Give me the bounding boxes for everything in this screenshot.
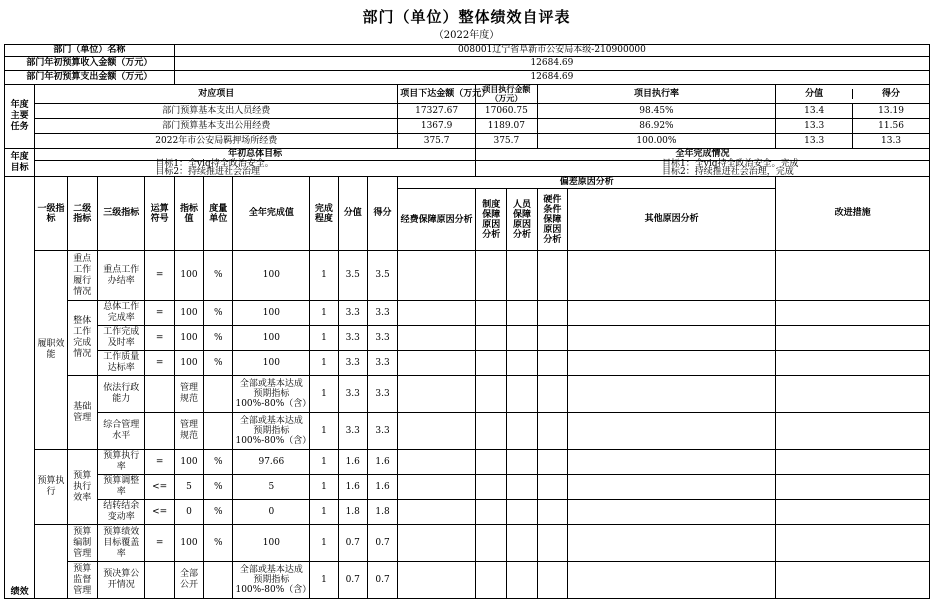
target-cell: 5	[174, 475, 203, 500]
final-status-header: 全年完成情况	[476, 149, 930, 161]
task-item: 部门预算基本支出公用经费	[35, 119, 398, 134]
score-cell: 3.3	[338, 326, 367, 351]
degree-cell: 1	[310, 500, 338, 525]
unit-cell: %	[204, 500, 233, 525]
actual-cell: 100	[233, 301, 310, 326]
degree-header: 完成程度	[310, 177, 338, 251]
op-cell: <=	[145, 500, 174, 525]
unit-cell: %	[204, 351, 233, 376]
got-cell: 3.3	[367, 351, 397, 376]
actual-cell: 全部或基本达成预期指标100%-80%（含）	[233, 376, 310, 413]
goals-text-row	[5, 161, 930, 177]
unit-cell	[204, 376, 233, 413]
unit-header: 度量单位	[204, 177, 233, 251]
unit-cell	[204, 413, 233, 450]
got-cell: 3.5	[367, 251, 397, 301]
task-amount: 1367.9	[398, 119, 476, 134]
score-cell: 3.3	[338, 413, 367, 450]
op-cell: =	[145, 525, 174, 562]
initial-goal-line: 目标1：全viq持全政治安全。	[155, 159, 274, 169]
got-cell: 0.7	[367, 525, 397, 562]
l3-cell: 结转结余变动率	[97, 500, 145, 525]
degree-cell: 1	[310, 562, 338, 599]
task-amount: 17327.67	[398, 104, 476, 119]
degree-cell: 1	[310, 326, 338, 351]
unit-cell: %	[204, 301, 233, 326]
indicator-header-row	[5, 177, 930, 189]
degree-cell: 1	[310, 525, 338, 562]
actual-cell: 全部或基本达成预期指标100%-80%（含）	[233, 413, 310, 450]
unit-cell: %	[204, 450, 233, 475]
staff-header: 人员保障原因分析	[507, 189, 537, 251]
final-goal-line: 目标2：持续推进社会治理，完成	[662, 167, 794, 177]
indicator-row	[5, 500, 930, 525]
degree-cell: 1	[310, 251, 338, 301]
op-cell: <=	[145, 475, 174, 500]
indicator-row	[5, 251, 930, 301]
score-cell: 0.7	[338, 525, 367, 562]
indicator-row	[5, 450, 930, 475]
final-goal-line: 目标1：全viq持全政治安全。完成	[662, 159, 799, 169]
op-header: 运算符号	[145, 177, 174, 251]
task-executed: 1189.07	[476, 119, 538, 134]
actual-cell: 100	[233, 251, 310, 301]
actual-header: 全年完成值	[233, 177, 310, 251]
target-cell: 0	[174, 500, 203, 525]
indicator-row	[5, 562, 930, 599]
improve-header: 改进措施	[776, 177, 930, 251]
other-header: 其他原因分析	[567, 189, 775, 251]
task-score: 13.3	[776, 134, 853, 148]
target-cell: 100	[174, 301, 203, 326]
actual-cell: 5	[233, 475, 310, 500]
op-cell: =	[145, 351, 174, 376]
got-header: 得分	[367, 177, 397, 251]
degree-cell: 1	[310, 351, 338, 376]
op-cell	[145, 376, 174, 413]
indicator-row	[5, 301, 930, 326]
funding-header: 经费保障原因分析	[398, 189, 476, 251]
task-score: 13.4	[776, 104, 853, 118]
score-cell: 0.7	[338, 562, 367, 599]
page-subtitle: （2022年度）	[433, 30, 500, 41]
got-cell: 3.3	[367, 413, 397, 450]
indicator-row	[5, 351, 930, 376]
actual-cell: 100	[233, 525, 310, 562]
expense-label: 部门年初预算支出金额（万元）	[5, 71, 175, 85]
tasks-amount-header: 项目下达金额（万元）	[398, 85, 476, 104]
target-cell: 管理规范	[174, 413, 203, 450]
system-header: 制度保障原因分析	[476, 189, 507, 251]
unit-cell: %	[204, 475, 233, 500]
dept-name-label: 部门（单位）名称	[5, 45, 175, 57]
indicator-row	[5, 475, 930, 500]
task-executed: 375.7	[476, 134, 538, 149]
degree-cell: 1	[310, 450, 338, 475]
expense-row	[5, 71, 930, 85]
l2-cell: 基础管理	[67, 376, 97, 450]
task-score: 13.3	[776, 119, 853, 133]
l1-cell: 履职效能	[35, 251, 67, 450]
unit-cell: %	[204, 525, 233, 562]
goals-section-label: 年度目标	[5, 149, 35, 177]
score-cell: 3.3	[338, 351, 367, 376]
l3-cell: 综合管理水平	[97, 413, 145, 450]
dept-name-value: 008001辽宁省阜新市公安局本级-210900000	[174, 45, 929, 57]
op-cell: =	[145, 251, 174, 301]
l3-cell: 依法行政能力	[97, 376, 145, 413]
task-amount: 375.7	[398, 134, 476, 149]
actual-cell: 100	[233, 351, 310, 376]
l3-cell: 预决算公开情况	[97, 562, 145, 599]
task-executed: 17060.75	[476, 104, 538, 119]
l3-cell: 重点工作办结率	[97, 251, 145, 301]
score-cell: 1.6	[338, 450, 367, 475]
task-got: 11.56	[878, 121, 904, 131]
task-row	[5, 134, 930, 149]
l3-cell: 预算执行率	[97, 450, 145, 475]
got-cell: 3.3	[367, 301, 397, 326]
target-cell: 100	[174, 525, 203, 562]
degree-cell: 1	[310, 301, 338, 326]
initial-goal-line: 目标2：持续推进社会治理	[155, 167, 261, 177]
l3-header: 三级指标	[97, 177, 145, 251]
dept-name-row	[5, 45, 930, 57]
got-cell: 1.6	[367, 475, 397, 500]
indicator-row	[5, 326, 930, 351]
score-header: 分值	[338, 177, 367, 251]
target-cell: 100	[174, 251, 203, 301]
l3-cell: 预算调整率	[97, 475, 145, 500]
actual-cell: 全部或基本达成预期指标100%-80%（含）	[233, 562, 310, 599]
task-item: 部门预算基本支出人员经费	[35, 104, 398, 119]
got-cell: 0.7	[367, 562, 397, 599]
got-cell: 1.8	[367, 500, 397, 525]
target-header: 指标值	[174, 177, 203, 251]
initial-goals-header: 年初总体目标	[35, 149, 476, 161]
degree-cell: 1	[310, 376, 338, 413]
expense-value: 12684.69	[174, 71, 929, 85]
income-value: 12684.69	[174, 57, 929, 71]
op-cell: =	[145, 301, 174, 326]
target-cell: 全部公开	[174, 562, 203, 599]
l3-cell: 工作完成及时率	[97, 326, 145, 351]
op-cell: =	[145, 326, 174, 351]
indicators-side-label: 绩效	[5, 177, 35, 599]
income-label: 部门年初预算收入金额（万元）	[5, 57, 175, 71]
target-cell: 100	[174, 351, 203, 376]
degree-cell: 1	[310, 413, 338, 450]
tasks-executed-header: 项目执行金额（万元）	[476, 85, 538, 104]
got-cell: 3.3	[367, 326, 397, 351]
score-cell: 1.8	[338, 500, 367, 525]
unit-cell: %	[204, 326, 233, 351]
unit-cell: %	[204, 251, 233, 301]
tasks-got-header: 得分	[882, 89, 901, 99]
task-rate: 100.00%	[537, 134, 776, 149]
task-row	[5, 119, 930, 134]
target-cell: 管理规范	[174, 376, 203, 413]
deviation-header: 偏差原因分析	[398, 177, 776, 189]
task-row	[5, 104, 930, 119]
evaluation-table	[4, 44, 930, 599]
score-cell: 1.6	[338, 475, 367, 500]
page-title: 部门（单位）整体绩效自评表	[362, 8, 571, 26]
tasks-header-row	[5, 85, 930, 104]
l2-cell: 重点工作履行情况	[67, 251, 97, 301]
task-rate: 86.92%	[537, 119, 776, 134]
tasks-rate-header: 项目执行率	[537, 85, 776, 104]
op-cell	[145, 413, 174, 450]
l2-cell: 预算执行效率	[67, 450, 97, 525]
hardware-header: 硬件条件保障原因分析	[537, 189, 567, 251]
indicator-row	[5, 525, 930, 562]
l1-header: 一级指标	[35, 177, 67, 251]
got-cell: 1.6	[367, 450, 397, 475]
indicator-row	[5, 413, 930, 450]
actual-cell: 0	[233, 500, 310, 525]
task-got: 13.19	[878, 106, 904, 116]
l1-cell	[35, 525, 67, 599]
task-item: 2022年市公安局羁押场所经费	[35, 134, 398, 149]
l3-cell: 总体工作完成率	[97, 301, 145, 326]
l1-cell: 预算执行	[35, 450, 67, 525]
income-row	[5, 57, 930, 71]
tasks-score-header: 分值	[776, 89, 853, 99]
score-cell: 3.3	[338, 376, 367, 413]
l2-header: 二级指标	[67, 177, 97, 251]
op-cell	[145, 562, 174, 599]
l3-cell: 预算绩效目标覆盖率	[97, 525, 145, 562]
task-rate: 98.45%	[537, 104, 776, 119]
indicator-row	[5, 376, 930, 413]
actual-cell: 97.66	[233, 450, 310, 475]
task-got: 13.3	[881, 136, 902, 146]
target-cell: 100	[174, 450, 203, 475]
l3-cell: 工作质量达标率	[97, 351, 145, 376]
l2-cell: 整体工作完成情况	[67, 301, 97, 376]
degree-cell: 1	[310, 475, 338, 500]
actual-cell: 100	[233, 326, 310, 351]
target-cell: 100	[174, 326, 203, 351]
score-cell: 3.5	[338, 251, 367, 301]
tasks-item-header: 对应项目	[35, 85, 398, 104]
score-cell: 3.3	[338, 301, 367, 326]
got-cell: 3.3	[367, 376, 397, 413]
unit-cell	[204, 562, 233, 599]
l2-cell: 预算监督管理	[67, 562, 97, 599]
l2-cell: 预算编制管理	[67, 525, 97, 562]
tasks-section-label: 年度主要任务	[5, 85, 35, 149]
op-cell: =	[145, 450, 174, 475]
